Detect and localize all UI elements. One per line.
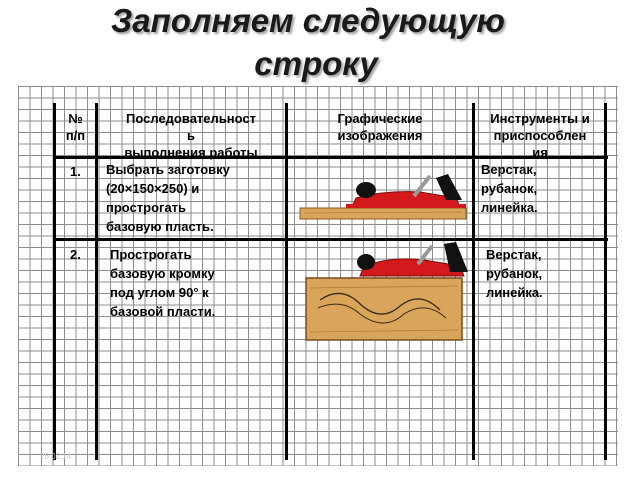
header-graphics: Графические изображения [337, 111, 423, 143]
row-1-sequence: Выбрать заготовку (20×150×250) и прострогать базовую пласть. [106, 162, 230, 234]
row-2-sequence: Прострогать базовую кромку под углом 90° к базовой пласти. [110, 247, 216, 319]
row-1-num: 1. [70, 164, 81, 179]
header-num: № п/п [65, 111, 86, 143]
slide-date-footer: 26.02.14 [40, 452, 72, 461]
header-sequence: Последовательност ь выполнения работы [124, 111, 258, 160]
row-1-plane-board-image [296, 170, 472, 226]
slide-title-line2: строку [254, 45, 378, 82]
row-2-tools: Верстак, рубанок, линейка. [486, 247, 543, 300]
header-tools: Инструменты и приспособлен ия [490, 111, 590, 160]
row-1-tools: Верстак, рубанок, линейка. [481, 162, 538, 215]
slide-title-line1: Заполняем следующую [111, 2, 505, 39]
row-2-num: 2. [70, 247, 81, 262]
row-2-plane-board-image [300, 240, 472, 346]
